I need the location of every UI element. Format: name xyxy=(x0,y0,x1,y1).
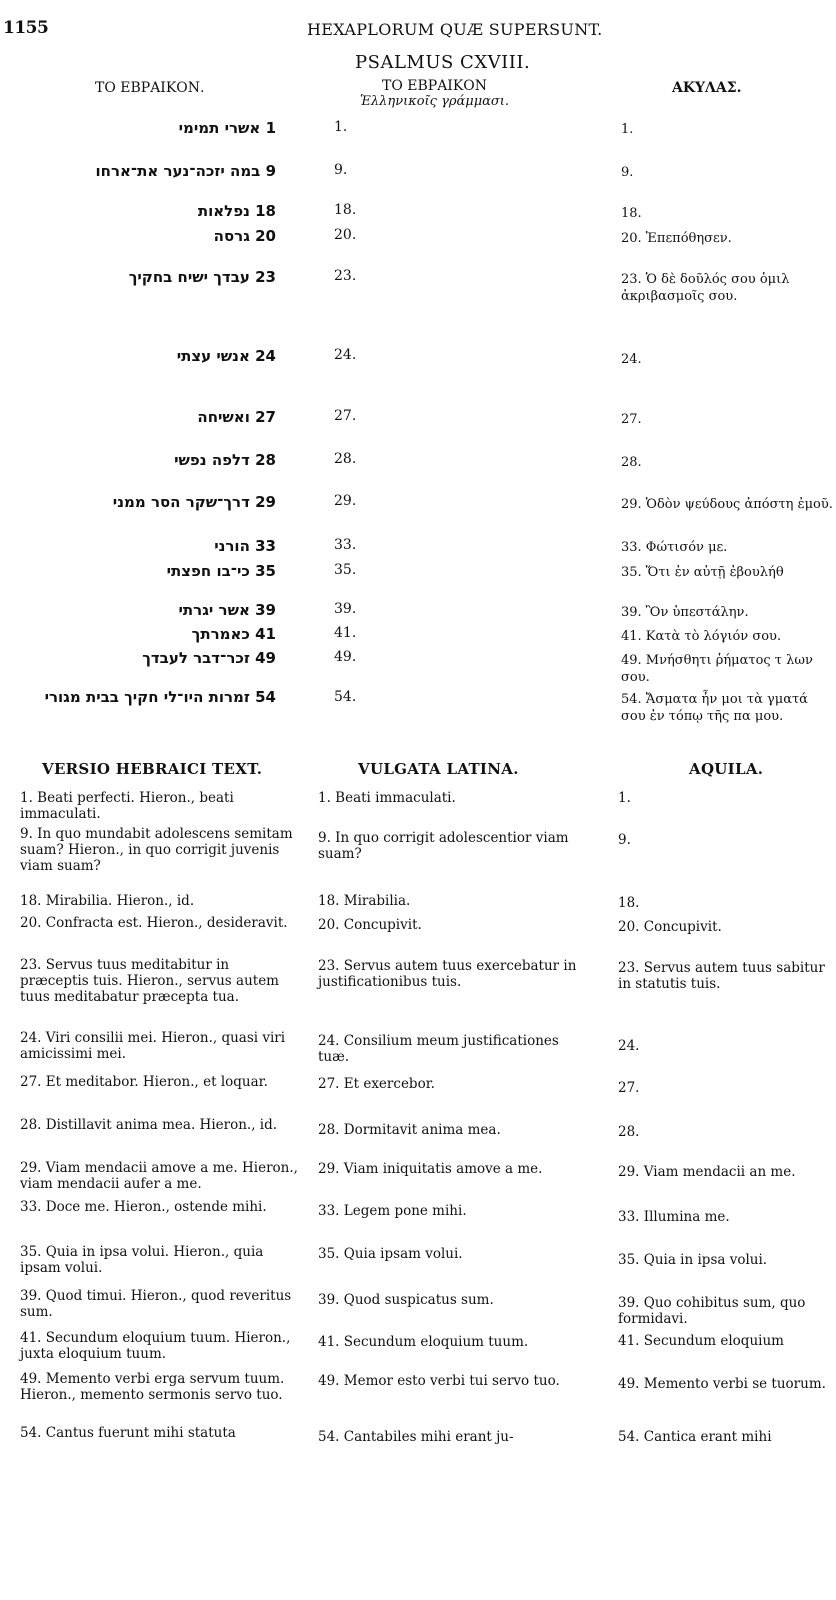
hebrew-line: 28 דלפה נפשי xyxy=(174,451,276,469)
translit-num: 28. xyxy=(334,451,357,467)
running-head: HEXAPLORUM QUÆ SUPERSUNT. xyxy=(307,20,603,39)
hebrew-line: 39 אשר יגרתי xyxy=(178,601,276,619)
versio-entry: 35. Quia in ipsa volui. Hieron., quia ipsam volui. xyxy=(20,1244,264,1276)
hebrew-line: 23 עבדך ישיח בחקיך xyxy=(128,268,276,286)
header-hebrew: ΤΟ ΕΒΡΑΙΚΟΝ. xyxy=(95,80,205,96)
hebrew-line: 33 הורני xyxy=(214,537,276,555)
hebrew-line: 18 נפלאות xyxy=(197,202,276,220)
aquila-greek-line: 28. xyxy=(621,455,642,470)
aquila-greek-line: 23. Ὁ δὲ δοῦλός σου ὁμιλ ἀκριβασμοῖς σου. xyxy=(621,272,790,304)
translit-num: 29. xyxy=(334,493,357,509)
aquila-entry: 24. xyxy=(618,1038,640,1054)
aquila-greek-line: 1. xyxy=(621,122,634,137)
versio-entry: 41. Secundum eloquium tuum. Hieron., juxta eloquium tuum. xyxy=(20,1330,291,1362)
aquila-entry: 49. Memento verbi se tuorum. xyxy=(618,1376,826,1392)
versio-entry: 18. Mirabilia. Hieron., id. xyxy=(20,893,195,909)
vulgata-entry: 28. Dormitavit anima mea. xyxy=(318,1122,501,1138)
translit-num: 1. xyxy=(334,119,348,135)
page-number: 1155 xyxy=(3,18,49,38)
hebrew-line: 1 אשרי תמימי xyxy=(178,119,276,137)
aquila-entry: 9. xyxy=(618,832,631,848)
versio-entry: 20. Confracta est. Hieron., desideravit. xyxy=(20,915,288,931)
hebrew-line: 27 ואשיחה xyxy=(197,408,276,426)
hebrew-line: 41 כאמרתך xyxy=(191,625,276,643)
translit-num: 27. xyxy=(334,408,357,424)
vulgata-entry: 27. Et exercebor. xyxy=(318,1076,435,1092)
aquila-entry: 27. xyxy=(618,1080,640,1096)
versio-entry: 9. In quo mundabit adolescens semitam suam? Hieron., in quo corrigit juvenis viam suam? xyxy=(20,826,293,874)
aquila-greek-line: 39. Ὃν ὑπεστάλην. xyxy=(621,605,749,620)
vulgata-entry: 54. Cantabiles mihi erant ju- xyxy=(318,1429,514,1445)
versio-entry: 29. Viam mendacii amove a me. Hieron., viam mendacii aufer a me. xyxy=(20,1160,298,1192)
translit-num: 18. xyxy=(334,202,357,218)
header-versio-hebraici: VERSIO HEBRAICI TEXT. xyxy=(42,760,263,778)
aquila-greek-line: 18. xyxy=(621,206,642,221)
translit-num: 35. xyxy=(334,562,357,578)
translit-num: 39. xyxy=(334,601,357,617)
translit-num: 41. xyxy=(334,625,357,641)
translit-num: 54. xyxy=(334,689,357,705)
aquila-entry: 35. Quia in ipsa volui. xyxy=(618,1252,768,1268)
versio-entry: 49. Memento verbi erga servum tuum. Hieron., memento sermonis servo tuo. xyxy=(20,1371,285,1403)
vulgata-entry: 23. Servus autem tuus exercebatur in justificationibus tuis. xyxy=(318,958,577,990)
hebrew-line: 35 כי־בו חפצתי xyxy=(166,562,276,580)
vulgata-entry: 18. Mirabilia. xyxy=(318,893,411,909)
aquila-entry: 54. Cantica erant mihi xyxy=(618,1429,772,1445)
aquila-entry: 1. xyxy=(618,790,631,806)
aquila-greek-line: 54. Ἄσματα ἦν μοι τὰ γματά σου ἐν τόπῳ τῆς πα μου. xyxy=(621,692,808,724)
translit-num: 33. xyxy=(334,537,357,553)
aquila-greek-line: 9. xyxy=(621,165,634,180)
header-aquila-greek: ΑΚΥΛΑΣ. xyxy=(672,80,742,96)
aquila-greek-line: 35. Ὅτι ἐν αὐτῇ ἐβουλήθ xyxy=(621,565,784,580)
header-aquila-latin: AQUILA. xyxy=(689,760,764,778)
vulgata-entry: 24. Consilium meum justificationes tuæ. xyxy=(318,1033,559,1065)
aquila-greek-line: 29. Ὁδὸν ψεύδους ἀπόστη ἐμοῦ. xyxy=(621,497,833,512)
versio-entry: 33. Doce me. Hieron., ostende mihi. xyxy=(20,1199,267,1215)
aquila-greek-line: 41. Κατὰ τὸ λόγιόν σου. xyxy=(621,629,782,644)
psalm-title: PSALMUS CXVIII. xyxy=(355,52,531,73)
translit-num: 9. xyxy=(334,162,348,178)
header-vulgata-latina: VULGATA LATINA. xyxy=(358,760,519,778)
hebrew-line: 9 במה יזכה־נער את־ארחו xyxy=(95,162,276,180)
hebrew-line: 24 אנשי עצתי xyxy=(176,347,276,365)
vulgata-entry: 35. Quia ipsam volui. xyxy=(318,1246,463,1262)
hebrew-line: 54 זמרות היו־לי חקיך בבית מגורי xyxy=(44,688,276,706)
aquila-greek-line: 27. xyxy=(621,412,642,427)
versio-entry: 23. Servus tuus meditabitur in præceptis tuis. Hieron., servus autem tuus meditabatur præcepta tua. xyxy=(20,957,279,1005)
vulgata-entry: 20. Concupivit. xyxy=(318,917,422,933)
hebrew-line: 29 דרך־שקר הסר ממני xyxy=(112,493,276,511)
aquila-greek-line: 20. Ἐπεπόθησεν. xyxy=(621,231,732,246)
aquila-entry: 29. Viam mendacii an me. xyxy=(618,1164,796,1180)
vulgata-entry: 39. Quod suspicatus sum. xyxy=(318,1292,494,1308)
vulgata-entry: 1. Beati immaculati. xyxy=(318,790,456,806)
versio-entry: 28. Distillavit anima mea. Hieron., id. xyxy=(20,1117,278,1133)
aquila-entry: 20. Concupivit. xyxy=(618,919,722,935)
versio-entry: 39. Quod timui. Hieron., quod reveritus sum. xyxy=(20,1288,292,1320)
translit-num: 20. xyxy=(334,227,357,243)
translit-num: 49. xyxy=(334,649,357,665)
hebrew-line: 20 גרסה xyxy=(213,227,276,245)
aquila-greek-line: 49. Μνήσθητι ῥήματος τ λων σου. xyxy=(621,653,813,685)
aquila-entry: 28. xyxy=(618,1124,640,1140)
vulgata-entry: 33. Legem pone mihi. xyxy=(318,1203,467,1219)
aquila-entry: 33. Illumina me. xyxy=(618,1209,730,1225)
aquila-entry: 23. Servus autem tuus sabitur in statutis tuis. xyxy=(618,960,825,992)
aquila-greek-line: 24. xyxy=(621,352,642,367)
aquila-entry: 18. xyxy=(618,895,640,911)
vulgata-entry: 41. Secundum eloquium tuum. xyxy=(318,1334,529,1350)
translit-num: 23. xyxy=(334,268,357,284)
header-hebrew-greek-letters: ΤΟ ΕΒΡΑΙΚΟΝ xyxy=(382,78,488,94)
hebrew-line: 49 זכר־דבר לעבדך xyxy=(142,649,276,667)
aquila-greek-line: 33. Φώτισόν με. xyxy=(621,540,728,555)
aquila-entry: 41. Secundum eloquium xyxy=(618,1333,784,1349)
versio-entry: 27. Et meditabor. Hieron., et loquar. xyxy=(20,1074,268,1090)
vulgata-entry: 9. In quo corrigit adolescentior viam suam? xyxy=(318,830,569,862)
versio-entry: 24. Viri consilii mei. Hieron., quasi viri amicissimi mei. xyxy=(20,1030,286,1062)
versio-entry: 54. Cantus fuerunt mihi statuta xyxy=(20,1425,236,1441)
translit-num: 24. xyxy=(334,347,357,363)
vulgata-entry: 49. Memor esto verbi tui servo tuo. xyxy=(318,1373,560,1389)
header-hebrew-greek-sub: Ἑλληνικοῖς γράμμασι. xyxy=(360,94,510,109)
versio-entry: 1. Beati perfecti. Hieron., beati immaculati. xyxy=(20,790,234,822)
aquila-entry: 39. Quo cohibitus sum, quo formidavi. xyxy=(618,1295,806,1327)
vulgata-entry: 29. Viam iniquitatis amove a me. xyxy=(318,1161,543,1177)
